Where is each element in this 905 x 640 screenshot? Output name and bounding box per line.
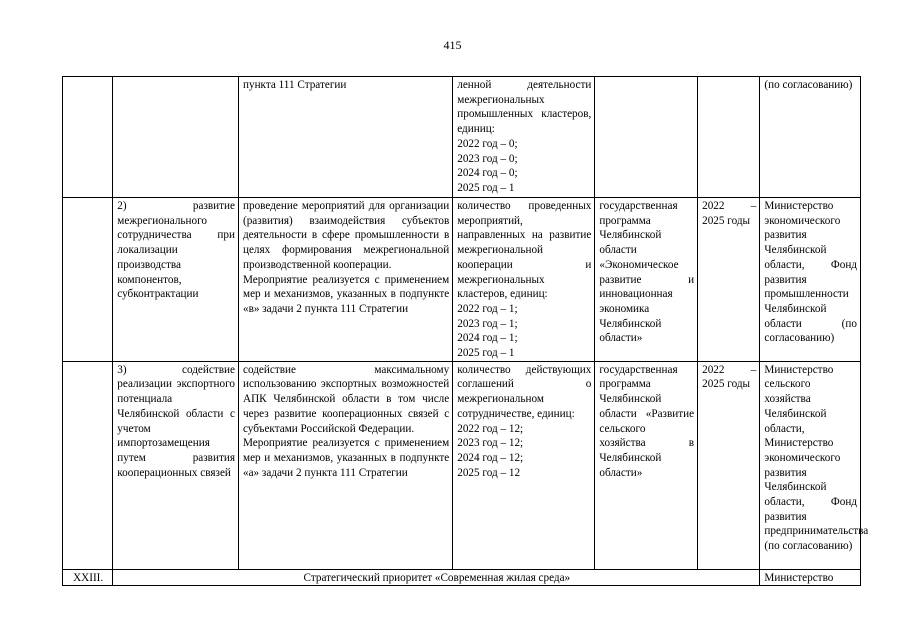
period-cell: 2022 – 2025 годы — [698, 198, 760, 362]
measure-text: Мероприятие реализуется с применением мер и механизмов, указанных в подпункте «в» задачи 2 пункта 111 Стратегии — [242, 273, 450, 315]
table-row — [63, 198, 861, 362]
program-cell: государственная программа Челябинской области «Экономическое развитие и инновационная экономика Челябинской области» — [595, 198, 698, 362]
program-cell — [595, 77, 698, 198]
page-number: 415 — [443, 38, 462, 52]
section-title: Стратегический приоритет «Современная жилая среда» — [113, 569, 760, 586]
table-row — [63, 77, 861, 198]
measure-text: содействие максимальному использованию экспортных возможностей АПК Челябинской области в том числе через развитие кооперационных связей с субъектами Российской Федерации. — [242, 363, 450, 435]
indicator-year-value: 2022 год – 0; — [457, 137, 518, 150]
program-cell: государственная программа Челябинской области «Развитие сельского хозяйства в Челябинской области» — [595, 361, 698, 569]
section-number: XXIII. — [63, 569, 113, 586]
measure-text: проведение мероприятий для организации (развития) взаимодействия субъектов деятельности в сфере промышленности в целях формирования межрегиональной производственной кооперации. — [242, 200, 450, 271]
table-row — [63, 361, 861, 569]
indicator-cell — [453, 198, 595, 362]
section-row — [63, 569, 861, 586]
indicator-year-value: 2025 год – 1 — [457, 347, 515, 360]
indicator-year-value: 2022 год – 1; — [457, 302, 518, 315]
measures-table — [62, 76, 869, 586]
indicator-year-value: 2023 год – 1; — [457, 317, 518, 330]
task-cell: 3) содействие реализации экспортного потенциала Челябинской области с учетом импортозамещения путем развития кооперационных связей — [113, 361, 239, 569]
indicator-year-value: 2023 год – 12; — [457, 437, 524, 450]
row-number-cell — [63, 361, 113, 569]
indicator-description: количество действующих соглашений о межрегиональном сотрудничестве, единиц: — [457, 363, 592, 420]
indicator-year-value: 2022 год – 12; — [457, 422, 524, 435]
indicator-description: ленной деятельности межрегиональных промышленных кластеров, единиц: — [457, 79, 592, 136]
measure-cell — [238, 77, 452, 198]
task-cell — [113, 77, 239, 198]
period-cell: 2022 – 2025 годы — [698, 361, 760, 569]
row-number-cell — [63, 77, 113, 198]
indicator-description: количество проведенных мероприятий, направленных на развитие межрегиональной кооперации и межрегиональных кластеров, единиц: — [457, 200, 592, 301]
measure-cell — [238, 361, 452, 569]
indicator-cell — [453, 361, 595, 569]
measure-cell — [238, 198, 452, 362]
indicator-year-value: 2025 год – 12 — [457, 466, 521, 479]
measure-text: Мероприятие реализуется с применением мер и механизмов, указанных в подпункте «а» задачи 2 пункта 111 Стратегии — [242, 437, 450, 479]
section-responsible: Министерство — [760, 569, 861, 586]
responsible-cell: Министерство сельского хозяйства Челябинской области, Министерство экономического развития Челябинской области, Фонд развития предпринимательства (по согласованию) — [760, 361, 861, 569]
responsible-cell: Министерство экономического развития Челябинской области, Фонд развития промышленности Челябинской области (по согласованию) — [760, 198, 861, 362]
indicator-cell — [453, 77, 595, 198]
indicator-year-value: 2024 год – 1; — [457, 332, 518, 345]
responsible-cell: (по согласованию) — [760, 77, 861, 198]
indicator-year-value: 2025 год – 1 — [457, 181, 515, 194]
measure-text: пункта 111 Стратегии — [242, 79, 347, 91]
task-cell: 2) развитие межрегионального сотрудничества при локализации производства компонентов, субконтрактации — [113, 198, 239, 362]
row-number-cell — [63, 198, 113, 362]
period-cell — [698, 77, 760, 198]
indicator-year-value: 2023 год – 0; — [457, 152, 518, 165]
indicator-year-value: 2024 год – 12; — [457, 451, 524, 464]
indicator-year-value: 2024 год – 0; — [457, 167, 518, 180]
